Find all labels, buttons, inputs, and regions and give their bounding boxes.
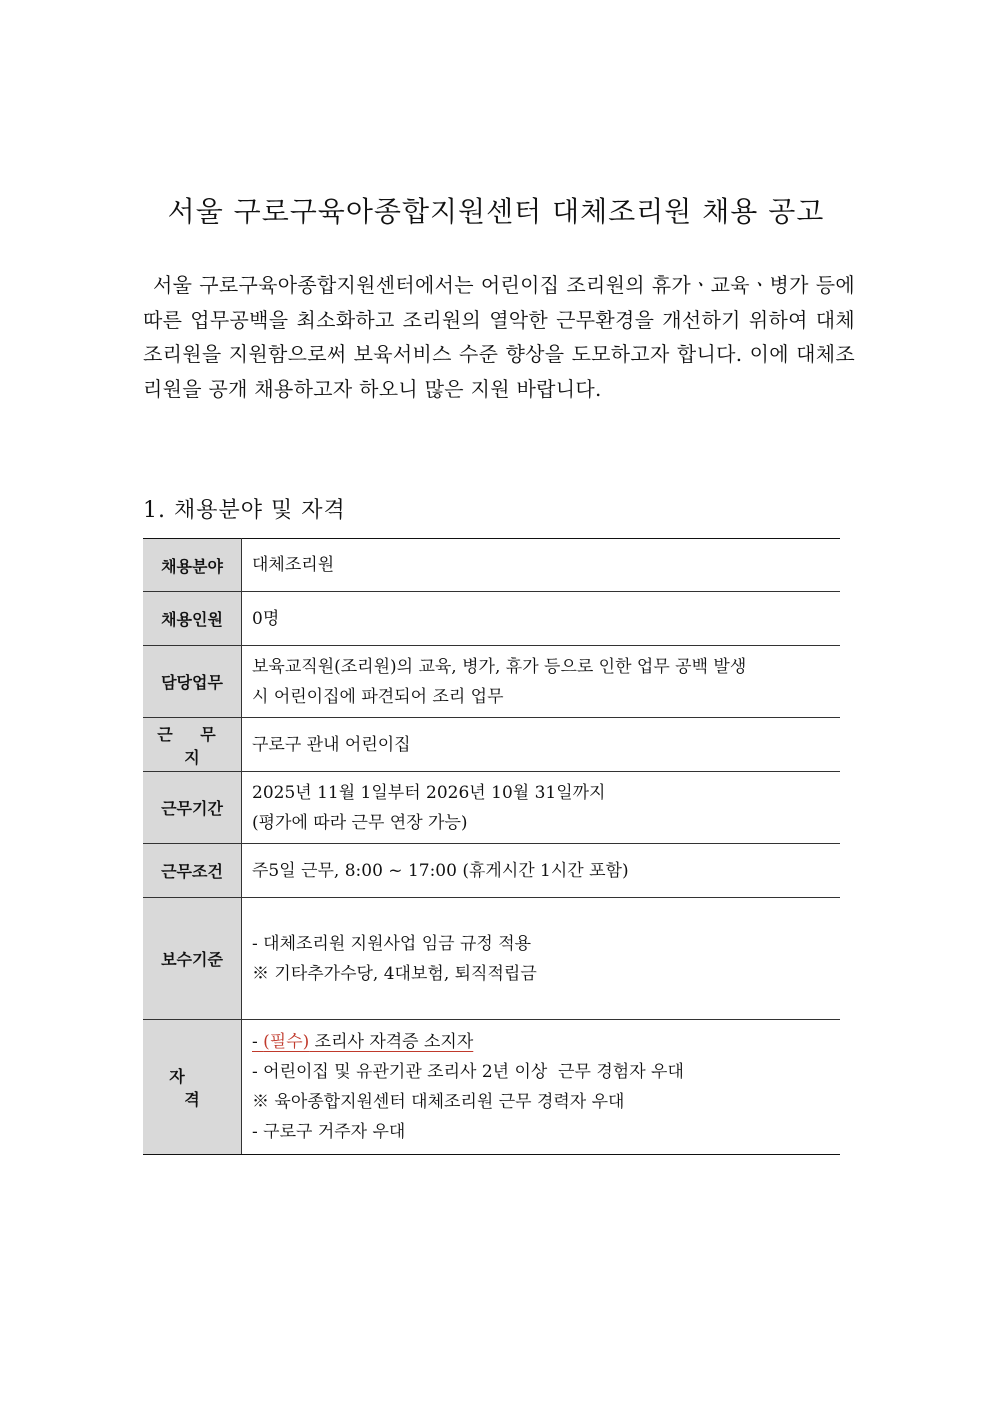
value-line: ※ 육아종합지원센터 대체조리원 근무 경력자 우대 [252, 1092, 625, 1112]
bullet-prefix: - [252, 1032, 264, 1052]
page-title: 서울 구로구육아종합지원센터 대체조리원 채용 공고 [167, 195, 825, 228]
row-value [242, 539, 841, 592]
row-label: 채용인원 [143, 592, 242, 646]
section-heading: 1. 채용분야 및 자격 [143, 498, 346, 523]
row-value [242, 646, 841, 718]
intro-text: 서울 구로구육아종합지원센터에서는 어린이집 조리원의 휴가ㆍ교육ㆍ병가 등에 따른 업무공백을 최소화하고 조리원의 열악한 근무환경을 개선하기 위하여 대체조리원을 지원함으로써 보육서비스 수준 향상을 도모하고자 합니다. 이에 대체조리원을 공개 채용하고자 하오니 많은 지원 바랍니다. [143, 273, 855, 401]
row-label: 채용분야 [143, 539, 242, 592]
row-label: 근무조건 [143, 844, 242, 898]
row-value [242, 1020, 841, 1155]
value-line: 2025년 11월 1일부터 2026년 10월 31일까지 [252, 782, 606, 803]
table-row [143, 539, 840, 592]
required-text: 조리사 자격증 소지자 [309, 1032, 474, 1052]
table-row [143, 1020, 840, 1155]
row-label-text: 근 무 지 [157, 724, 227, 767]
value-line: - 어린이집 및 유관기관 조리사 2년 이상 근무 경험자 우대 [252, 1062, 684, 1082]
value-line: 0명 [252, 608, 280, 629]
value-line: 시 어린이집에 파견되어 조리 업무 [252, 686, 504, 707]
table-row [143, 844, 840, 898]
row-value [242, 898, 841, 1020]
value-line-required [252, 1027, 830, 1057]
value-line: 대체조리원 [252, 555, 335, 575]
row-label: 보수기준 [143, 898, 242, 1020]
value-line: - 구로구 거주자 우대 [252, 1122, 406, 1142]
intro-paragraph [143, 268, 855, 406]
row-value [242, 772, 841, 844]
table-row [143, 772, 840, 844]
table-row [143, 592, 840, 646]
table-row [143, 718, 840, 772]
row-value [242, 592, 841, 646]
value-line: 주5일 근무, 8:00 ~ 17:00 (휴게시간 1시간 포함) [252, 860, 629, 881]
value-line: - 대체조리원 지원사업 임금 규정 적용 [252, 933, 532, 954]
row-value [242, 844, 841, 898]
value-line: 보육교직원(조리원)의 교육, 병가, 휴가 등으로 인한 업무 공백 발생 [252, 656, 747, 677]
required-qualification [252, 1032, 473, 1052]
value-line: ※ 기타추가수당, 4대보험, 퇴직적립금 [252, 963, 537, 984]
table-row [143, 646, 840, 718]
row-label: 담당업무 [143, 646, 242, 718]
value-line: (평가에 따라 근무 연장 가능) [252, 812, 468, 833]
row-label-text: 자 격 [169, 1067, 230, 1109]
row-label [143, 718, 242, 772]
required-marker: (필수) [263, 1032, 310, 1052]
row-value [242, 718, 841, 772]
recruitment-table [143, 538, 840, 1155]
row-label [143, 1020, 242, 1155]
value-line: 구로구 관내 어린이집 [252, 734, 411, 755]
table-row [143, 898, 840, 1020]
row-label: 근무기간 [143, 772, 242, 844]
